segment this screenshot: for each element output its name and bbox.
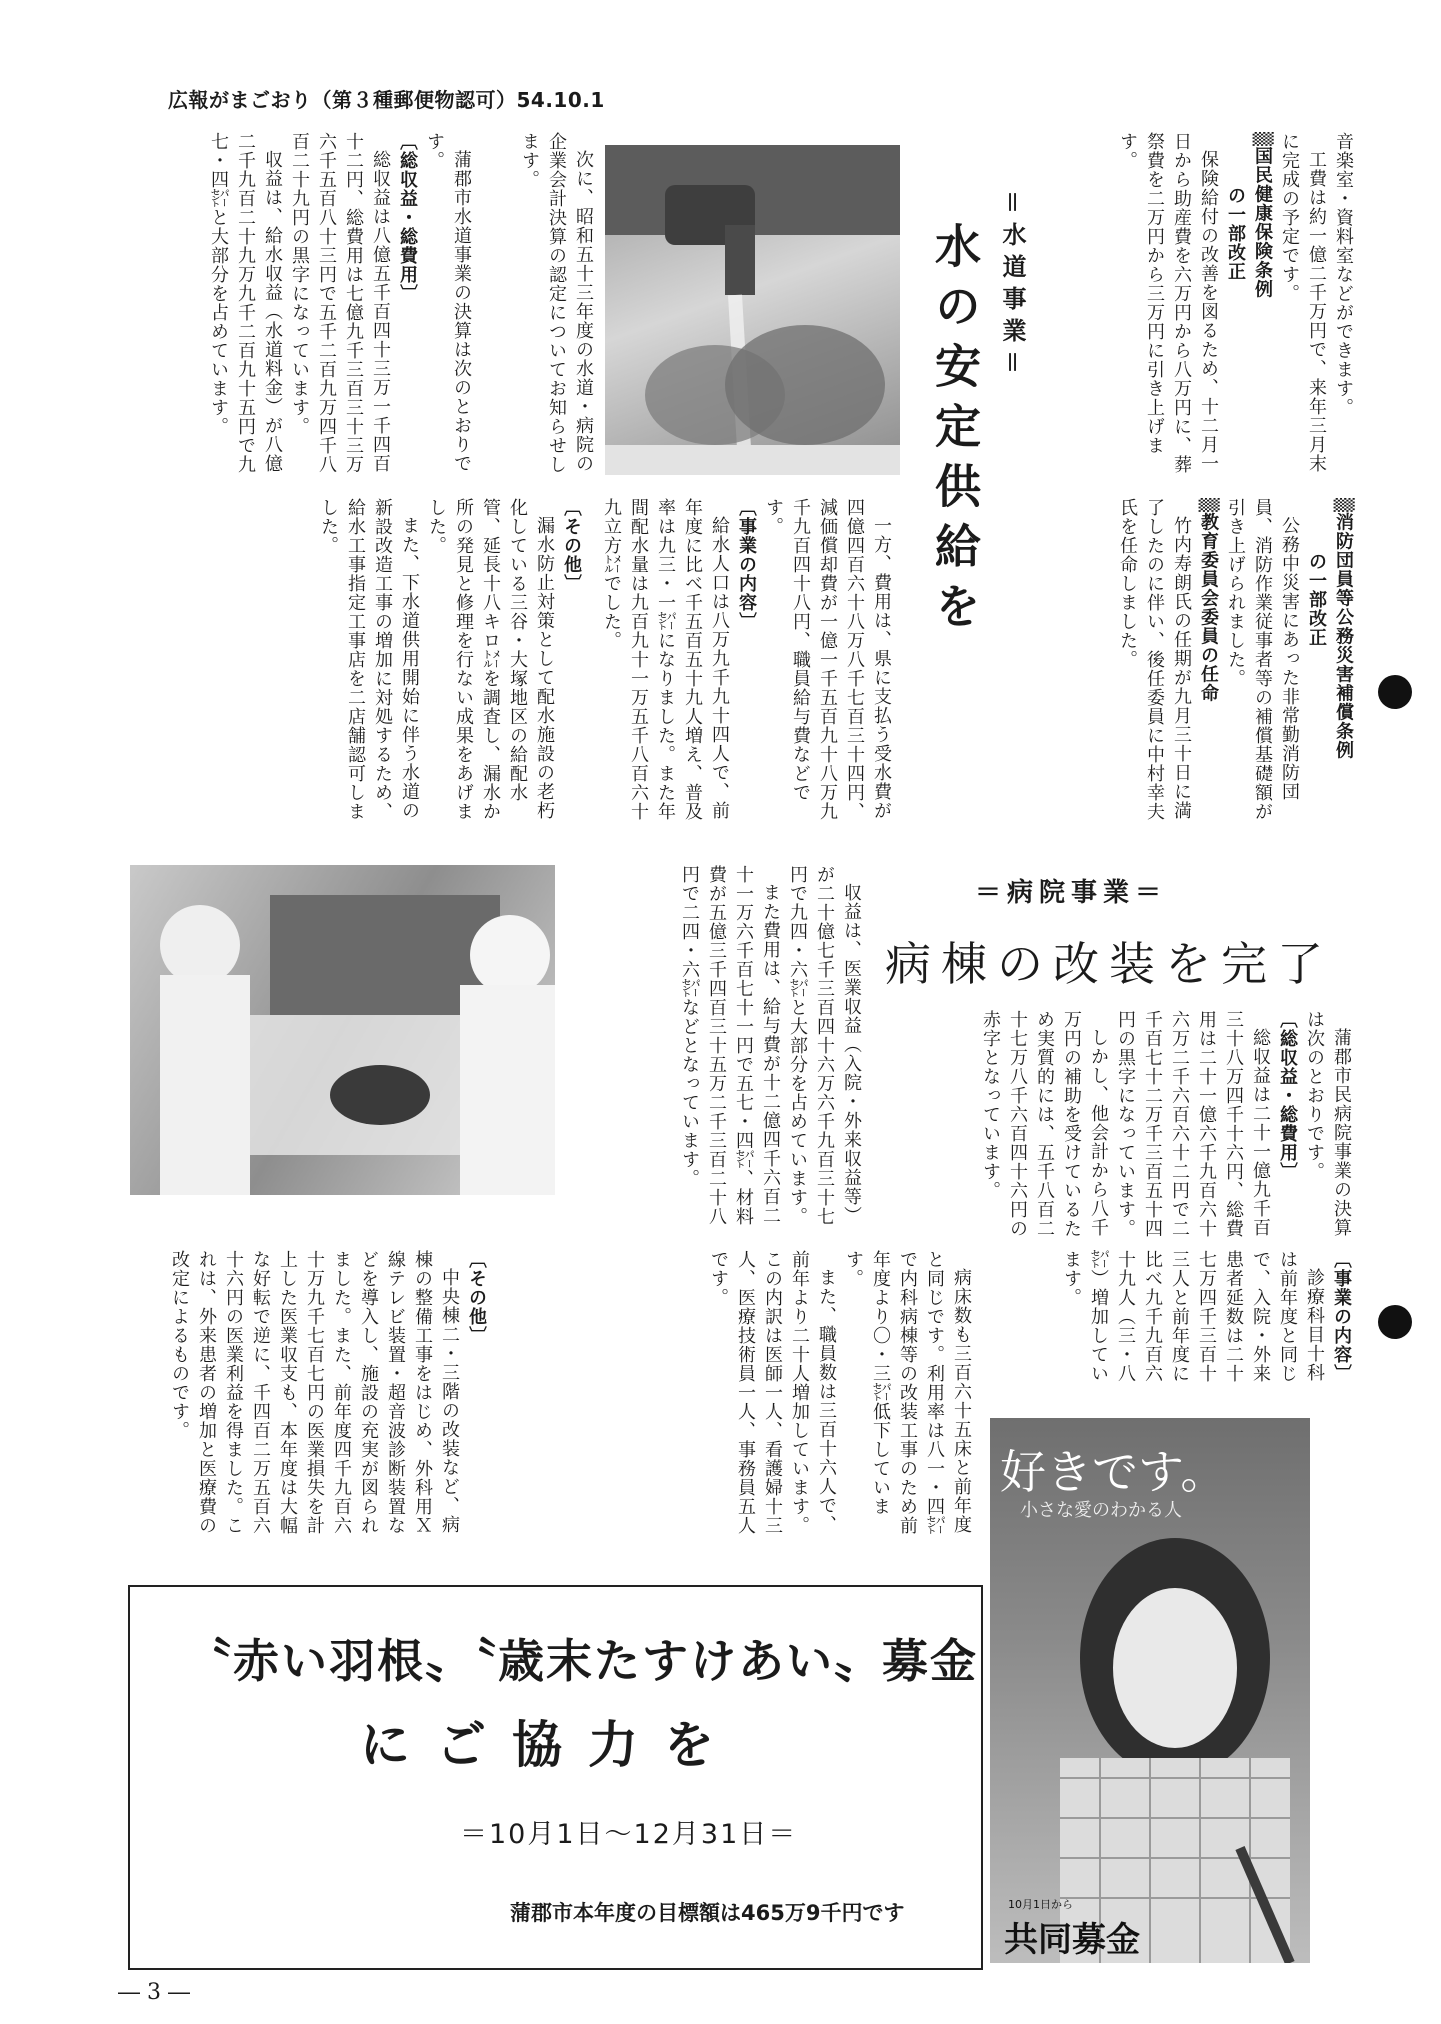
campaign-goal: 蒲郡市本年度の目標額は465万9千円です [510, 1901, 905, 1925]
hospital-p6: 診療科目十科は前年度と同じで、入院・外来患者延数は二十七万四千三百十三人と前年度に比べ九千九百六十九人（三・八㌫）増加しています。 [1061, 1250, 1325, 1383]
hospital-p9: 中央棟二・三階の改装など、病棟の整備工事をはじめ、外科用Ｘ線テレビ装置・超音波診断装置などを導入し、施設の充実が図られました。また、前年度四千九百六十万九千七百七円の医業損失を計上した医業収支も、本年度は大幅な好転で逆に、千四百二万五百六十六円の医業利益を得ました。これは、外来患者の増加と医療費の改定によるものです。 [169, 1250, 460, 1535]
hospital-p5: また費用は、給与費が十二億四千六百二十一万六千百七十一円で五七・四㌫、材料費が五億三千四百三十五万二千三百二十八円で二四・六㌫などとなっています。 [679, 865, 781, 1226]
council-p3: 保険給付の改善を図るため、十二月一日から助産費を六万円から八万円に、葬祭費を二万円から三万円に引き上げます。 [1117, 132, 1219, 474]
hospital-p1: 蒲郡市民病院事業の決算は次のとおりです。 [1304, 1010, 1352, 1237]
community-chest-poster [990, 1418, 1310, 1963]
water-intro-text: 次に、昭和五十三年度の水道・病院の企業会計決算の認定についてお知らせします。 [519, 132, 594, 474]
water-p5: 給水人口は八万九千九十四人で、前年度に比べ千五百五十九人増え、普及率は九三・一㌫になりました。また年間配水量は九百九十一万五千八百六十九立方㍍でした。 [601, 498, 730, 821]
hospital-p7: 病床数も三百六十五床と前年度と同じです。利用率は八一・四㌫で内科病棟等の改装工事のため前年度より〇・三㌫低下しています。 [843, 1250, 972, 1535]
page-header: 広報がまごおり（第３種郵便物認可）54.10.1 [168, 88, 605, 112]
faucet-photo [605, 145, 900, 475]
council-p5: 竹内寿朗氏の任期が九月三十日に満了したのに伴い、後任委員に中村幸夫氏を任命しました。 [1117, 498, 1192, 821]
hospital-h2: 〔事業の内容〕 [1331, 1250, 1352, 1383]
campaign-period: ＝10月1日～12月31日＝ [460, 1819, 798, 1850]
hospital-h1: 〔総収益・総費用〕 [1277, 1010, 1298, 1181]
hospital-tag: ＝病院事業＝ [975, 878, 1168, 908]
shobo-heading-2: の一部改正 [1306, 552, 1327, 647]
water-p1: 蒲郡市水道事業の決算は次のとおりです。 [424, 132, 472, 473]
water-p3: 収益は、給水収益（水道料金）が八億二千九百二十九万九千二百九十五円で九七・四㌫と大部分を占めています。 [208, 132, 283, 474]
hospital-text-4 [500, 1250, 975, 1550]
kokuho-heading: ▒国民健康保険条例 [1252, 132, 1273, 299]
hospital-text-5 [125, 1250, 490, 1550]
water-p2: 総収益は八億五千百四十三万一千四百十二円、総費用は七億九千三百三十三万六千五百八十三円で五千二百九万四千八百二十九円の黒字になっています。 [289, 132, 391, 474]
hospital-h3: 〔その他〕 [466, 1250, 487, 1345]
poster-headline: 好きです。 [1000, 1445, 1227, 1499]
poster-brand: 共同募金 [1004, 1920, 1140, 1960]
water-h2: 〔事業の内容〕 [736, 498, 757, 631]
shobo-heading: ▒消防団員等公務災害補償条例 [1333, 498, 1354, 760]
council-p4: 公務中災害にあった非常勤消防団員、消防作業従事者等の補償基礎額が引き上げられました。 [1225, 498, 1300, 821]
council-text-upper [1062, 132, 1357, 487]
water-h1: 〔総収益・総費用〕 [397, 132, 418, 303]
kokuho-heading-2: の一部改正 [1225, 186, 1246, 281]
hospital-p8: また、職員数は三百十六人で、前年より二十人増加しています。この内訳は医師一人、看護婦十三人、医療技術員一人、事務員五人です。 [708, 1250, 837, 1535]
page-number: ― 3 ― [118, 1980, 190, 2005]
hospital-title: 病棟の改装を完了 [885, 937, 1333, 991]
campaign-box [128, 1585, 983, 1970]
water-text-3 [130, 498, 585, 823]
campaign-line1: 〝赤い羽根〟〝歳末たすけあい〟募金 [185, 1634, 978, 1688]
campaign-line2: にご協力を [360, 1716, 740, 1774]
binding-hole-1 [1378, 675, 1412, 709]
hospital-p2: 総収益は二十一億九千百三十八万四千十六円、総費用は二十一億六千九百六十六万二千六百六十二円で二千百七十二万千三百五十四円の黒字になっています。 [1115, 1010, 1271, 1238]
hospital-text-3 [985, 1250, 1355, 1400]
hospital-p3: しかし、他会計から八千万円の補助を受けているため実質的には、五千八百二十七万八千六百四十六円の赤字となっています。 [980, 1010, 1109, 1238]
kyoiku-heading: ▒教育委員会委員の任命 [1198, 498, 1219, 703]
hospital-text-1 [875, 1010, 1355, 1240]
poster-sub: 小さな愛のわかる人 [1020, 1500, 1182, 1521]
water-p4: 一方、費用は、県に支払う受水費が四億四百六十八万八千七百三十四円、減価償却費が一億一千五百九十八万九千九百四十八円、職員給与費などです。 [763, 498, 892, 821]
binding-hole-2 [1378, 1305, 1412, 1339]
water-title: 水の安定供給を [928, 222, 982, 642]
council-p1: 音楽室・資料室などができます。 [1333, 132, 1354, 417]
council-p2: 工費は約一億二千万円で、来年三月末に完成の予定です。 [1279, 132, 1327, 473]
hospital-text-2 [565, 865, 865, 1240]
nursery-photo [130, 865, 555, 1195]
nursery-illustration [130, 865, 555, 1195]
water-tag: ＝水道事業＝ [998, 190, 1026, 382]
water-text-2 [595, 498, 895, 823]
council-text-lower [1062, 498, 1357, 838]
water-h3: 〔その他〕 [561, 498, 582, 593]
water-p7: また、下水道供用開始に伴う水道の新設改造工事の増加に対処するため、給水工事指定工事店を二店舗認可しました。 [318, 498, 420, 821]
water-p6: 漏水防止対策として配水施設の老朽化している三谷・大塚地区の給配水管、延長十八キロ㍍を調査し、漏水か所の発見と修理を行ない成果をあげました。 [426, 498, 555, 821]
water-intro [485, 132, 597, 477]
hospital-p4: 収益は、医業収益（入院・外来収益等）が二十億七千三百四十六万六千九百三十七円で九四・六㌫と大部分を占めています。 [787, 865, 862, 1226]
poster-small: 10月1日から [1008, 1898, 1073, 1911]
water-text-1 [130, 132, 475, 477]
faucet-illustration [605, 145, 900, 475]
